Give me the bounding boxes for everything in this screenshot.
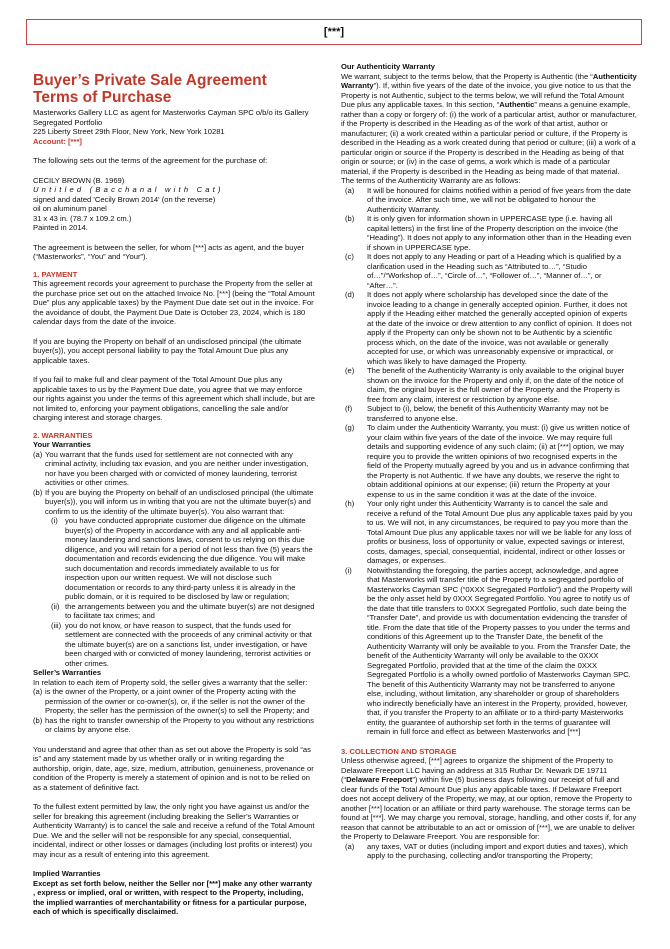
- your-warranties-heading: Your Warranties: [33, 440, 91, 449]
- list-marker: (i): [51, 516, 58, 525]
- set-out-text: The following sets out the terms of the agreement for the purchase of:: [33, 156, 268, 165]
- list-item: (c) It does not apply to any Heading or part of a Heading which is qualified by a clarification used in the Heading such as “Attributed to…”, “Studio of…”/“Workshop of…”, “Circle of…”, “Follower of…”, “Manner of…”, or “After…”.: [345, 252, 622, 290]
- list-text: is the owner of the Property, or a joint owner of the Property acting with the permission of the owner or co-owner(s), or, if the seller is not the owner of the Property, the seller has the permission of the owner(s) to sell the Property; and: [45, 687, 310, 715]
- list-item: (f) Subject to (i), below, the benefit of this Authenticity Warranty may not be transferred to anyone else.: [345, 404, 609, 423]
- intro-lines: [33, 108, 315, 137]
- artwork-title: Untitled (Bacchanal with Cat): [33, 185, 224, 194]
- payment-heading: 1. PAYMENT: [33, 269, 78, 279]
- sellers-warranties-heading: Seller’s Warranties: [33, 668, 102, 677]
- authenticity-terms-list: [341, 186, 637, 737]
- artwork-signed: signed and dated 'Cecily Brown 2014' (on the reverse): [33, 194, 216, 204]
- sellers-intro: In relation to each item of Property sold, the seller gives a warranty that the seller:: [33, 677, 308, 687]
- list-text: you do not know, or have reason to suspect, that the funds used for settlement are connected with the proceeds of any criminal activity or that the ultimate buyer(s) are on a sanctions list, under investigation, or have been charged with or convicted of money laundering, terrorist activities or other crimes.: [65, 620, 312, 668]
- agreement-parties: The agreement is between the seller, for whom [***] acts as agent, and the buyer (“Masterworks”, “You” and “Your”).: [33, 242, 304, 261]
- confidential-header: [26, 19, 642, 45]
- list-item: (a) It will be honoured for claims notified within a period of five years from the date of the invoice. After such time, we will not be obligated to honour the Authenticity Warranty.: [345, 185, 631, 214]
- sub-list-item: [33, 621, 315, 669]
- authenticity-terms-intro: The terms of the Authenticity Warranty are as follows:: [341, 176, 521, 185]
- payment-paragraph-2: If you are buying the Property on behalf of an undisclosed principal (the ultimate buyer(s)), you accept personal liability to pay the Total Amount Due plus any applicable taxes.: [33, 336, 302, 365]
- collection-heading: 3. COLLECTION AND STORAGE: [341, 746, 457, 756]
- header-text: [***]: [323, 26, 345, 38]
- payment-paragraph-3: If you fail to make full and clear payment of the Total Amount Due plus any applicable taxes to us by the Payment Due date, you agree that we may enforce our rights against you under the terms of this agreement which shall include, but are not limited to, enforcing your payment obligations, cancelling the sale and/or charging interest and storage charges.: [33, 375, 315, 422]
- authenticity-paragraph: We warrant, subject to the terms below, that the Property is Authentic (the “Authenticity Warranty”). If, within five years of the date of the invoice, you give notice to us that the Property is not Authentic, subject to the terms below, we will refund the Total Amount Due plus any applicable taxes. In this section, “Authentic” means a genuine example, rather than a copy or forgery of: (i) the work of a particular artist, author or manufacturer, if the Property is described in the Heading as of the work of that artist, author or manufacturer; (ii) a work created within a particular period or culture, if the Property is described in the Heading as a work created during that period or culture; (iii) a work of a particular origin or source if the Property is described in the Heading as being of that origin or source; or (iv) in the case of gems, a work which is made of a particular material, if the Property is described in the Heading as being made of that material.: [341, 71, 637, 176]
- artwork-medium: oil on aluminum panel: [33, 204, 107, 213]
- list-marker: (ii): [51, 601, 60, 611]
- list-item: (d) It does not apply where scholarship has developed since the date of the invoice leading to a change in generally accepted opinion. Further, it does not apply if the Heading either matched the generally accepted opinion of experts at the date of the invoice or drew attention to any conflict of opinion. It does not apply if the Property can only be shown not to be Authentic by a scientific process which, on the date of the invoice, was not available or generally accepted for use, or which was unreasonably expensive or impractical, or which was likely to have damaged the Property.: [345, 290, 632, 366]
- fullest-extent-paragraph: To the fullest extent permitted by law, the only right you have against us and/or the seller for breaking this agreement (including breaking the Seller’s Warranties or Authenticity Warranty) is to cancel the sale and receive a refund of the Total Amount Due. We and the seller will not be responsible for any special, consequential, incidental, indirect or other losses or damages (including lost profits or interest) you may incur as a result of entering into this agreement.: [33, 802, 315, 859]
- implied-warranties-text: Except as set forth below, neither the Seller nor [***] make any other warranty , express or implied, oral or written, with respect to the Property, including, the implied warranties of merchantability or fitness for a particular purpose, each of which is specifically disclaimed.: [33, 878, 313, 916]
- list-item: [33, 716, 315, 735]
- sub-list-item: [33, 516, 315, 602]
- list-text: you have conducted appropriate customer due diligence on the ultimate buyer(s) of the Property in accordance with any and all applicable anti-money laundering and sanctions laws, consent to us relying on this due diligence, and you will retain for a period of not less than five (5) years the documentation and records evidencing the due diligence. You will make such documentation and records immediately available to us for inspection upon our written request. We will not disclose such documentation or records to any third-party unless it is already in the public domain, or it is required to be disclosed by law or regulation;: [65, 516, 313, 601]
- list-text: You warrant that the funds used for settlement are not connected with any criminal activity, including tax evasion, and you are neither under investigation, nor have you been charged with or convicted of money laundering, terrorist activities or other crimes.: [45, 449, 309, 487]
- implied-warranties-heading: Implied Warranties: [33, 869, 101, 878]
- list-item: [33, 488, 315, 517]
- intro-line-3: 225 Liberty Street 29th Floor, New York, New York 10281: [33, 127, 225, 136]
- list-item: [33, 687, 315, 716]
- payment-paragraph-1: This agreement records your agreement to purchase the Property from the seller at the purchase price set out on the attached Invoice No. [***] (being the “Total Amount Due” plus any applicable taxes) by the Payment Due date set out in the invoice. For the avoidance of doubt, the Payment Due Date is October 23, 2024, which is 180 calendar days from the date of the invoice.: [33, 279, 315, 326]
- intro-line-1: Masterworks Gallery LLC as agent for Masterworks Cayman SPC o/b/o its Gallery: [33, 108, 309, 117]
- list-item: (g) To claim under the Authenticity Warranty, you must: (i) give us written notice of your claim within five years of the date of the invoice. We may require full details and supporting evidence of any such claim; (ii) at [***] option, we may require you to provide the written opinions of two recognised experts in the field of the Property mutually agreed by you and us in advance confirming that the Property is not Authentic. If we have any doubts, we reserve the right to obtain additional opinions at our expense; (iii) return the Property at your expense to us in the same condition it was at the date of the invoice.: [345, 423, 630, 499]
- account-line: Account: [***]: [33, 136, 82, 146]
- warranties-heading: 2. WARRANTIES: [33, 430, 93, 440]
- list-marker: (a): [33, 687, 43, 696]
- list-marker: (iii): [51, 620, 62, 630]
- intro-line-2: Segregated Portfolio: [33, 117, 103, 127]
- as-is-paragraph: You understand and agree that other than as set out above the Property is sold “as is” and any statement made by us whether orally or in writing regarding the authorship, origin, date, age, size, medium, attribution, genuineness, provenance or condition of the Property is merely a statement of opinion and is not to be relied on as a statement of definitive fact.: [33, 744, 314, 792]
- document-title: Buyer’s Private Sale Agreement Terms of Purchase: [33, 72, 267, 106]
- list-marker: (b): [33, 715, 43, 725]
- list-item: [33, 450, 315, 488]
- right-column: [341, 62, 637, 861]
- artwork-size: 31 x 43 in. (78.7 x 109.2 cm.): [33, 213, 132, 223]
- list-text: has the right to transfer ownership of the Property to you without any restrictions or claims by anyone else.: [45, 715, 314, 734]
- list-item: (i) Notwithstanding the foregoing, the parties accept, acknowledge, and agree that Masterworks will transfer title of the Property to a segregated portfolio of Masterworks Cayman SPC (“0XXX Segregated Portfolio”) and the Property will be the only asset held by 0XXX Segregated Portfolio. You agree to notify us of the date that title transfers to 0XXX Segregated Portfolio, such date being the “Transfer Date”, and provide us with documentation evidencing the transfer of title. From the date that title of the Property passes to you under the terms and conditions of this Agreement up to the Transfer Date, the benefit of the Authenticity Warranty will only be available to you. From the Transfer Date, the benefit of the Authenticity Warranty will only be available to the 0XXX Segregated Portfolio, provided that at the time of the claim the 0XXX Segregated Portfolio is a wholly owned portfolio of Masterworks Cayman SPC. The benefit of this Authenticity Warranty may not be transferred to anyone else, including, without limitation, any shareholder or group of shareholders who indirectly beneficially have an interest in the Property, provided, however, that, if you transfer the Property to an affiliate or to a third-party Masterworks entity, the guarantee of authorship set forth in the terms of guarantee will remain in full force and effect as between Masterworks and [***]: [345, 565, 633, 736]
- list-item: (b) It is only given for information shown in UPPERCASE type (i.e. having all capital letters) in the first line of the Property description on the invoice (the “Heading”). It does not apply to any information other than in the Heading even if shown in UPPERCASE type.: [345, 214, 632, 252]
- sub-list-item: [33, 602, 315, 621]
- list-marker: (a): [33, 449, 43, 459]
- left-column: [33, 62, 315, 917]
- list-marker: (b): [33, 487, 43, 497]
- list-item: (e) The benefit of the Authenticity Warranty is only available to the original buyer shown on the invoice for the Property and only if, on the date of the notice of claim, the original buyer is the full owner of the Property and the Property is free from any claim, interest or restriction by anyone else.: [345, 366, 625, 404]
- list-text: If you are buying the Property on behalf of an undisclosed principal (the ultimate buyer(s)), you will inform us in writing that you are not the ultimate buyer(s) and confirm to us the identity of the ultimate buyer(s). You also warrant that:: [45, 487, 314, 516]
- list-text: the arrangements between you and the ultimate buyer(s) are not designed to facilitate tax crimes; and: [65, 601, 315, 620]
- list-item: (h) Your only right under this Authenticity Warranty is to cancel the sale and receive a refund of the Total Amount Due plus any applicable taxes paid by you to us. We will not, in any circumstances, be required to pay you more than the Total Amount Due plus any applicable taxes nor will we be liable for any loss of profits or business, loss of opportunity or value, expected savings or interest, costs, damages, special, consequential, incidental, indirect or other losses or damages, or expenses.: [345, 499, 633, 565]
- collection-paragraph: Unless otherwise agreed, [***] agrees to organize the shipment of the Property to Delaware Freeport LLC having an address at 315 Ruthar Dr. Newark DE 19711 (“Delaware Freeport”) within five (5) business days following our receipt of full and clear funds of the Total Amount Due plus any applicable taxes. If Delaware Freeport does not accept delivery of the Property, we may, at our option, remove the Property to another [***] location or an affiliate or third party warehouse. The storage terms can be found at [***]. We may charge you removal, storage, handling, and other costs if, for any reason that cannot be attributable to an act or omission of [***], we are unable to deliver the Property to Delaware Freeport. You are responsible for:: [341, 756, 637, 841]
- artwork-details: [33, 176, 315, 233]
- collection-list: [341, 842, 637, 861]
- authenticity-heading: Our Authenticity Warranty: [341, 62, 435, 71]
- artwork-painted: Painted in 2014.: [33, 223, 88, 232]
- artwork-artist: CECILY BROWN (B. 1969): [33, 175, 125, 185]
- list-item: (a) any taxes, VAT or duties (including import and export duties and taxes), which apply to the purchasing, collecting and/or transporting the Property;: [345, 841, 628, 860]
